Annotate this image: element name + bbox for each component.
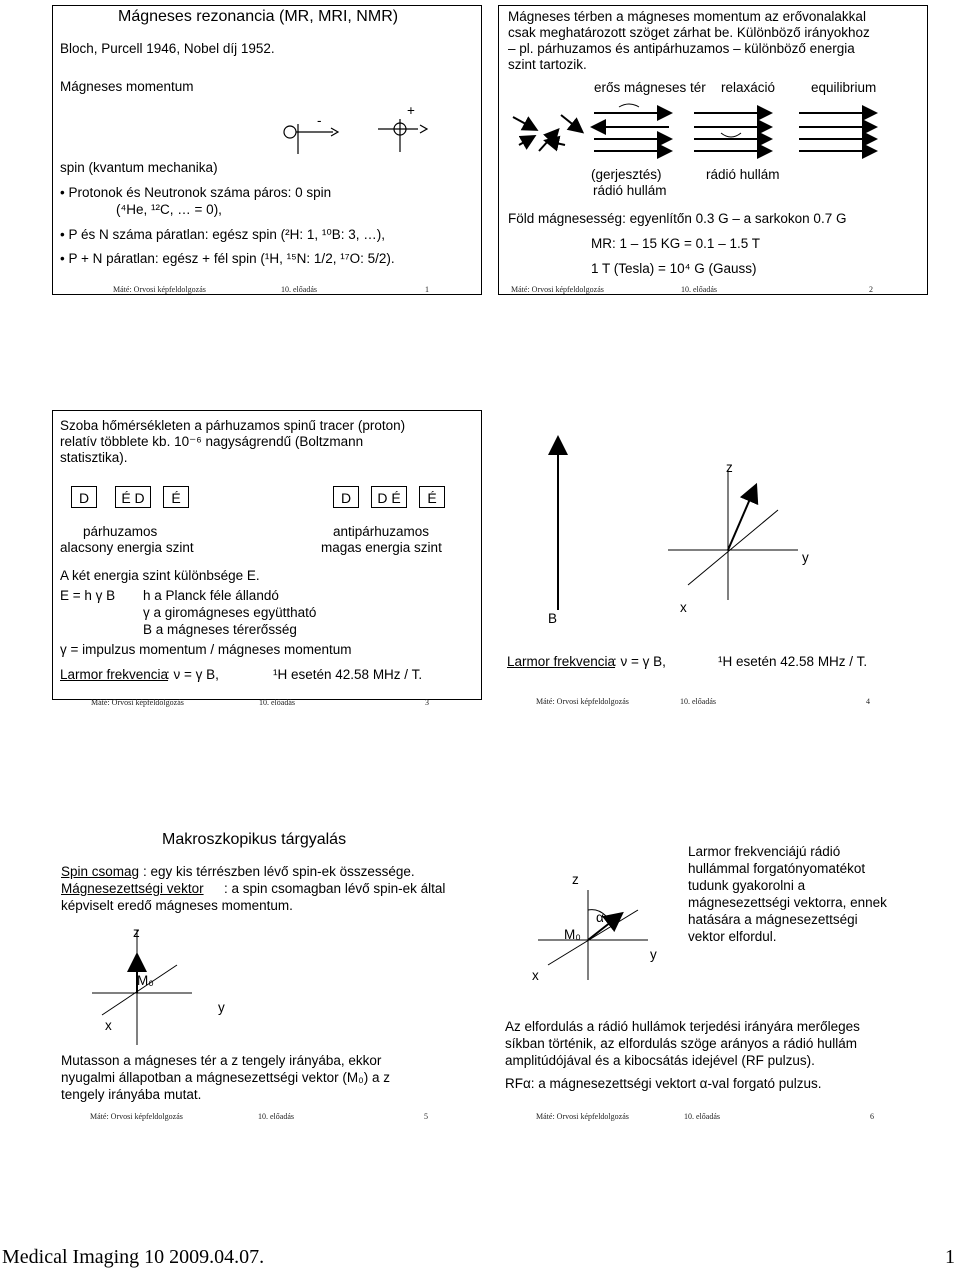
spin-box: D É bbox=[371, 486, 407, 508]
text-line: RFα: a mágnesezettségi vektort α-val forgató pulzus. bbox=[505, 1076, 822, 1091]
spin-alignment-diagram bbox=[499, 101, 929, 161]
text-line: szint tartozik. bbox=[508, 57, 587, 72]
page-number: 2 bbox=[869, 285, 873, 294]
slide-5 bbox=[52, 820, 482, 1121]
spin-box: É D bbox=[115, 486, 151, 508]
alpha-label: α bbox=[596, 910, 604, 925]
footer-left: Máté: Orvosi képfeldolgozás bbox=[91, 698, 184, 707]
text-line: tudunk gyakorolni a bbox=[688, 878, 806, 893]
text-line: ¹H esetén 42.58 MHz / T. bbox=[718, 654, 868, 669]
axis-label: x bbox=[532, 968, 539, 983]
footer-left: Máté: Orvosi képfeldolgozás bbox=[113, 285, 206, 294]
text-line: Az elfordulás a rádió hullámok terjedési irányára merőleges bbox=[505, 1019, 860, 1034]
page-number: 5 bbox=[424, 1112, 428, 1121]
page-number: 1 bbox=[425, 285, 429, 294]
footer-left: Máté: Orvosi képfeldolgozás bbox=[90, 1112, 183, 1121]
bullet-item: • P és N száma páratlan: egész spin (²H: 1, ¹⁰B: 3, …), bbox=[60, 227, 386, 242]
slide-title: Makroszkopikus tárgyalás bbox=[162, 831, 347, 848]
axis-label: y bbox=[802, 550, 809, 565]
bullet-item: • P + N páratlan: egész + fél spin (¹H, ¹⁵N: 1/2, ¹⁷O: 5/2). bbox=[60, 251, 395, 266]
m0-vector-diagram bbox=[52, 920, 352, 1040]
text-line: hatására a mágnesezettségi bbox=[688, 912, 858, 927]
larmor-precession-diagram bbox=[498, 410, 928, 670]
text-line: MR: 1 – 15 KG = 0.1 – 1.5 T bbox=[591, 236, 760, 251]
text-line: Szoba hőmérsékleten a párhuzamos spinű tracer (proton) bbox=[60, 418, 406, 433]
spin-icon bbox=[278, 114, 478, 164]
text-line: spin (kvantum mechanika) bbox=[60, 160, 218, 175]
text-line: amplitúdójával és a kibocsátás idejével (RF pulzus). bbox=[505, 1053, 815, 1068]
text-line: Larmor frekvenciájú rádió bbox=[688, 844, 841, 859]
text-line: 1 T (Tesla) = 10⁴ G (Gauss) bbox=[591, 261, 757, 276]
document-footer-left: Medical Imaging 10 2009.04.07. bbox=[2, 1246, 265, 1268]
footer-mid: 10. előadás bbox=[684, 1112, 720, 1121]
text-line: – pl. párhuzamos és antipárhuzamos – különböző energia bbox=[508, 41, 855, 56]
equation: E = h γ B bbox=[60, 588, 116, 603]
footer-mid: 10. előadás bbox=[681, 285, 717, 294]
footer-mid: 10. előadás bbox=[258, 1112, 294, 1121]
text-line: antipárhuzamos bbox=[333, 524, 430, 539]
page-number: 3 bbox=[425, 698, 429, 707]
text-line: hullámmal forgatónyomatékot bbox=[688, 861, 866, 876]
axis-label: M₀ bbox=[564, 927, 581, 942]
diagram-label: rádió hullám bbox=[593, 183, 667, 198]
axis-label: y bbox=[650, 947, 657, 962]
footer-mid: 10. előadás bbox=[259, 698, 295, 707]
text-line: : a spin csomagban lévő spin-ek által bbox=[224, 881, 446, 896]
slide-title: Mágneses rezonancia (MR, MRI, NMR) bbox=[118, 8, 399, 25]
column-heading: erős mágneses tér bbox=[594, 80, 706, 95]
diagram-label: (gerjesztés) bbox=[591, 167, 662, 182]
slide-2 bbox=[498, 5, 928, 295]
slide-1 bbox=[52, 5, 482, 295]
footer-mid: 10. előadás bbox=[281, 285, 317, 294]
text-line: : ν = γ B, bbox=[166, 667, 219, 682]
column-heading: relaxáció bbox=[721, 80, 776, 95]
text-line: tengely irányába mutat. bbox=[61, 1087, 202, 1102]
text-line: magas energia szint bbox=[321, 540, 442, 555]
text-line: vektor elfordul. bbox=[688, 929, 777, 944]
axis-label: z bbox=[133, 925, 140, 940]
spin-box: É bbox=[163, 486, 189, 508]
text-line: mágnesezettségi vektorra, ennek bbox=[688, 895, 887, 910]
text-line: képviselt eredő mágneses momentum. bbox=[61, 898, 293, 913]
page-number: 6 bbox=[870, 1112, 874, 1121]
text-line: Mágneses momentum bbox=[60, 79, 194, 94]
term-magnetization-vector: Mágnesezettségi vektor bbox=[61, 881, 204, 896]
minus-sign: - bbox=[317, 113, 322, 128]
text-line: : egy kis térrészben lévő spin-ek összessége. bbox=[143, 864, 415, 879]
text-line: alacsony energia szint bbox=[60, 540, 194, 555]
footer-left: Máté: Orvosi képfeldolgozás bbox=[511, 285, 604, 294]
spin-box: É bbox=[419, 486, 445, 508]
term-spin-csomag: Spin csomag bbox=[61, 864, 140, 879]
axis-label: z bbox=[726, 460, 733, 475]
text-line: γ = impulzus momentum / mágneses momentum bbox=[60, 642, 352, 657]
text-line: Föld mágnesesség: egyenlítőn 0.3 G – a sarkokon 0.7 G bbox=[508, 211, 847, 226]
text-line: síkban történik, az elfordulás szöge arányos a rádió hullám bbox=[505, 1036, 857, 1051]
footer-mid: 10. előadás bbox=[680, 697, 716, 706]
axis-label: x bbox=[105, 1018, 112, 1033]
slide-3 bbox=[52, 410, 482, 707]
text-line: h a Planck féle állandó bbox=[143, 588, 279, 603]
footer-left: Máté: Orvosi képfeldolgozás bbox=[536, 697, 629, 706]
text-line: relatív többlete kb. 10⁻⁶ nagyságrendű (Boltzmann bbox=[60, 434, 364, 449]
slide-4 bbox=[498, 410, 928, 706]
bullet-item: • Protonok és Neutronok száma páros: 0 spin bbox=[60, 185, 332, 200]
text-line: : ν = γ B, bbox=[613, 654, 666, 669]
text-line: párhuzamos bbox=[83, 524, 158, 539]
axis-label: B bbox=[548, 611, 558, 626]
text-line: csak meghatározott szöget zárhat be. Különböző irányokhoz bbox=[508, 25, 870, 40]
footer-left: Máté: Orvosi képfeldolgozás bbox=[536, 1112, 629, 1121]
spin-box: D bbox=[333, 486, 359, 508]
page-number: 4 bbox=[866, 697, 870, 706]
text-line: Bloch, Purcell 1946, Nobel díj 1952. bbox=[60, 41, 275, 56]
axis-label: M₀ bbox=[137, 973, 154, 988]
bullet-item: (⁴He, ¹²C, … = 0), bbox=[116, 202, 222, 217]
text-line: B a mágneses térerősség bbox=[143, 622, 297, 637]
diagram-label: rádió hullám bbox=[706, 167, 780, 182]
plus-sign: + bbox=[407, 103, 415, 118]
link-larmor: Larmor frekvencia bbox=[60, 667, 169, 682]
text-line: nyugalmi állapotban a mágnesezettségi vektor (M₀) a z bbox=[61, 1070, 391, 1085]
text-line: γ a giromágneses együttható bbox=[143, 605, 317, 620]
document-page-number: 1 bbox=[945, 1246, 955, 1268]
link-larmor: Larmor frekvencia bbox=[507, 654, 616, 669]
text-line: Mutasson a mágneses tér a z tengely irányába, ekkor bbox=[61, 1053, 382, 1068]
text-line: Mágneses térben a mágneses momentum az erővonalakkal bbox=[508, 9, 866, 24]
axis-label: x bbox=[680, 600, 687, 615]
slide-6 bbox=[498, 820, 928, 1121]
text-line: A két energia szint különbsége E. bbox=[60, 568, 260, 583]
text-line: ¹H esetén 42.58 MHz / T. bbox=[273, 667, 423, 682]
text-line: statisztika). bbox=[60, 450, 128, 465]
axis-label: y bbox=[218, 1000, 225, 1015]
column-heading: equilibrium bbox=[811, 80, 877, 95]
axis-label: z bbox=[572, 872, 579, 887]
spin-box: D bbox=[71, 486, 97, 508]
